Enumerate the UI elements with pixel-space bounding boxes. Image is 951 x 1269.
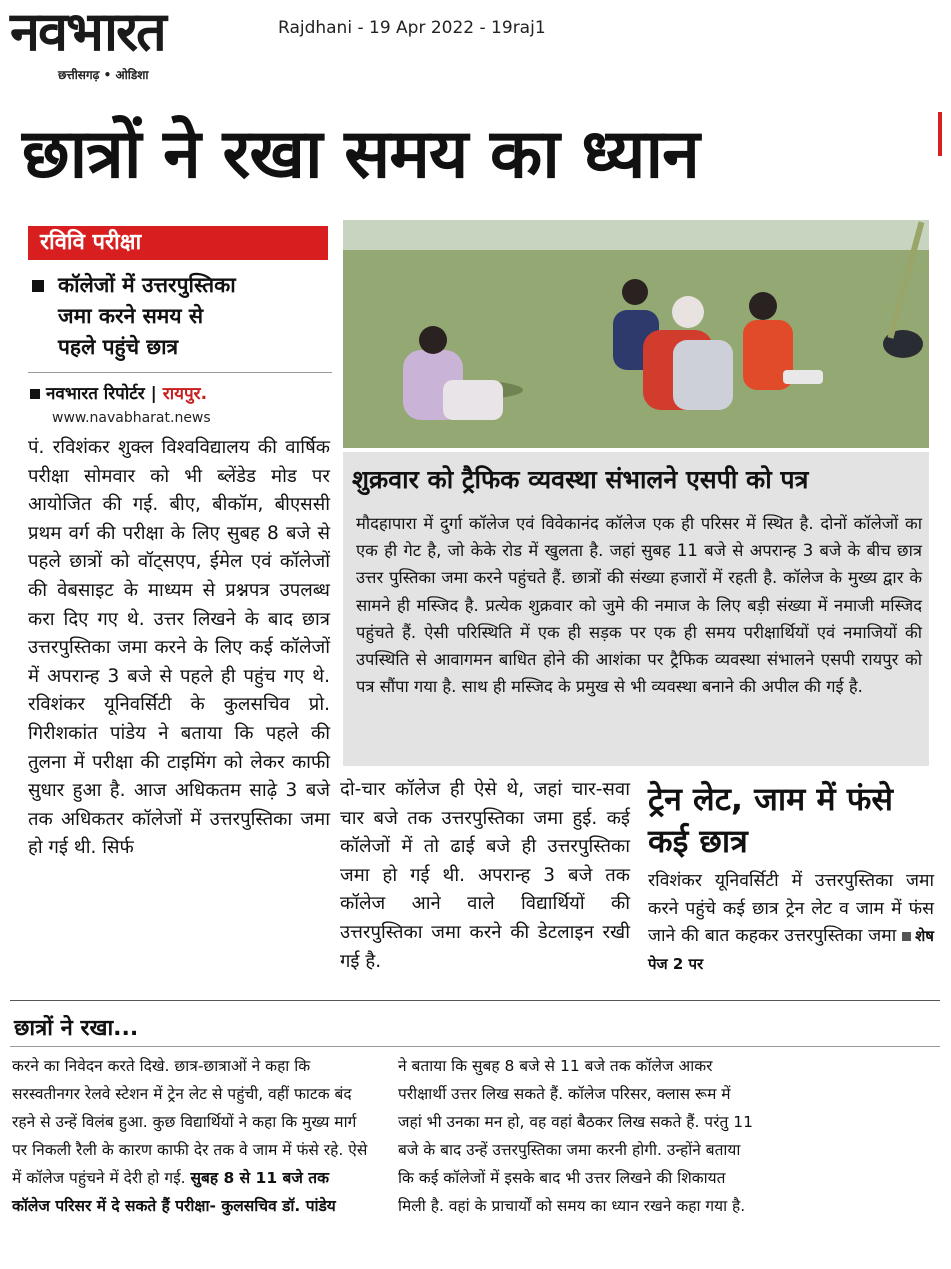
highlight-line: जमा करने समय से [58, 304, 204, 328]
main-text-column-2: दो-चार कॉलेज ही ऐसे थे, जहां चार-सवा चार बजे तक उत्तरपुस्तिका जमा हुई. कई कॉलेजों में तो ढाई बजे ही उत्तरपुस्तिका जमा हो गई थी. अपरान्ह 3 बजे तक कॉलेज आने वाले विद्यार्थियों की उत्तरपुस्तिका जमा करने की डेटलाइन रखी गई है. [340, 779, 630, 972]
box-headline: शुक्रवार को ट्रैफिक व्यवस्था संभालने एसपी को पत्र [352, 465, 809, 494]
main-text-column-1: पं. रविशंकर शुक्ल विश्वविद्यालय की वार्षिक परीक्षा सोमवार को भी ब्लेंडेड मोड पर आयोजित की गई. बीए, बीकॉम, बीएससी प्रथम वर्ग की परीक्षा के लिए सुबह 8 बजे से पहले छात्रों को वॉट्सएप, ईमेल एवं कॉलेजों की वेबसाइट के माध्यम से प्रश्नपत्र उपलब्ध करा दिए गए थे. उत्तर लिखने के बाद छात्र उत्तरपुस्तिका जमा करने के लिए कई कॉलेजों में अपरान्ह 3 बजे से पहले ही पहुंच गए थे. रविशंकर यूनिवर्सिटी के कुलसचिव प्रो. गिरीशकांत पांडेय ने बताया कि पहले की तुलना में परीक्षा की टाइमिंग को लेकर काफी सुधार हुआ है. आज अधिकतम साढ़े 3 बजे तक अधिकतर कॉलेजों में उत्तरपुस्तिका जमा हो गई थी. सिर्फ [28, 437, 330, 859]
photo-bag [783, 370, 823, 384]
box-text: मौदहापारा में दुर्गा कॉलेज एवं विवेकानंद कॉलेज एक ही परिसर में स्थित है. दोनों कॉलेजों का एक ही गेट है, जो केके रोड में खुलता है. जहां सुबह 11 बजे से अपरान्ह 3 बजे के बीच छात्र उत्तर पुस्तिका जमा करने पहुंचते हैं. छात्रों की संख्या हजारों में रहती है. कॉलेज के मुख्य द्वार के सामने ही मस्जिद है. प्रत्येक शुक्रवार को जुमे की नमाज के लिए बड़ी संख्या में नमाजी मस्जिद पहुंचते हैं. ऐसी परिस्थिति में एक ही सड़क पर एक ही समय परीक्षार्थियों एवं नमाजियों की उपस्थिति से आवागमन बाधित होने की आशंका पर ट्रैफिक व्यवस्था संभालने एसपी रायपुर को पत्र सौंपा गया है. साथ ही मस्जिद के प्रमुख से भी व्यवस्था बनाने की अपील की गई है. [356, 514, 922, 697]
section-kicker: रविवि परीक्षा [28, 226, 328, 260]
masthead-logo: नवभारत [10, 0, 165, 63]
byline-city: रायपुर. [162, 384, 208, 404]
highlight-line: कॉलेजों में उत्तरपुस्तिका [32, 270, 332, 301]
side-story-text: रविशंकर यूनिवर्सिटी में उत्तरपुस्तिका जमा करने पहुंचे कई छात्र ट्रेन लेट व जाम में फंस जाने की बात कहकर उत्तरपुस्तिका जमा शेष पेज 2 पर [648, 871, 934, 973]
bullet-icon [30, 389, 40, 399]
bullet-icon [32, 280, 44, 292]
story-highlight [32, 270, 332, 363]
divider [10, 1046, 940, 1047]
divider [10, 1000, 940, 1001]
side-story-headline: ट्रेन लेट, जाम में फंसे कई छात्र [648, 780, 894, 860]
story-photo [343, 220, 929, 448]
red-edge-marker [938, 112, 942, 156]
divider [28, 372, 332, 373]
jump-text-column-2: ने बताया कि सुबह 8 बजे से 11 बजे तक कॉलेज आकर परीक्षार्थी उत्तर लिख सकते हैं. कॉलेज परिसर, क्लास रूम में जहां भी उनका मन हो, वह वहां बैठकर लिख सकते हैं. परंतु 11 बजे के बाद उन्हें उत्तरपुस्तिका जमा करनी होगी. उन्होंने बताया कि कई कॉलेजों में इसके बाद भी उत्तर लिखने की शिकायत मिली है. वहां के प्राचार्यों को समय का ध्यान रखने कहा गया है. [398, 1057, 753, 1215]
highlight-line: पहले पहुंचे छात्र [58, 335, 179, 359]
jump-subhead: सुबह 8 से 11 बजे तक कॉलेज परिसर में दे सकते हैं परीक्षा- कुलसचिव डॉ. पांडेय [12, 1169, 336, 1215]
page-headline: छात्रों ने रखा समय का ध्यान [22, 115, 699, 194]
masthead-edition: छत्तीसगढ़ • ओडिशा [58, 68, 149, 82]
jump-headline: छात्रों ने रखा... [14, 1016, 139, 1041]
square-icon [902, 932, 911, 941]
continued-tag: शेष पेज 2 पर [648, 927, 934, 973]
website-link[interactable]: www.navabharat.news [52, 410, 211, 426]
dateline: Rajdhani - 19 Apr 2022 - 19raj1 [278, 18, 546, 38]
photo-sky [343, 220, 929, 250]
byline: नवभारत रिपोर्टर | रायपुर. [30, 381, 207, 404]
reporter-name: नवभारत रिपोर्टर [46, 384, 145, 404]
photo-illustration [343, 220, 929, 448]
jump-text-column-1: करने का निवेदन करते दिखे. छात्र-छात्राओं ने कहा कि सरस्वतीनगर रेलवे स्टेशन में ट्रेन लेट से पहुंची, वहीं फाटक बंद रहने से उन्हें विलंब हुआ. कुछ विद्यार्थियों ने कहा कि मुख्य मार्ग पर निकली रैली के कारण काफी देर तक वे जाम में फंसे रहे. ऐसे में कॉलेज पहुंचने में देरी हो गई. सुबह 8 से 11 बजे तक कॉलेज परिसर में दे सकते हैं परीक्षा- कुलसचिव डॉ. पांडेय [12, 1057, 368, 1215]
